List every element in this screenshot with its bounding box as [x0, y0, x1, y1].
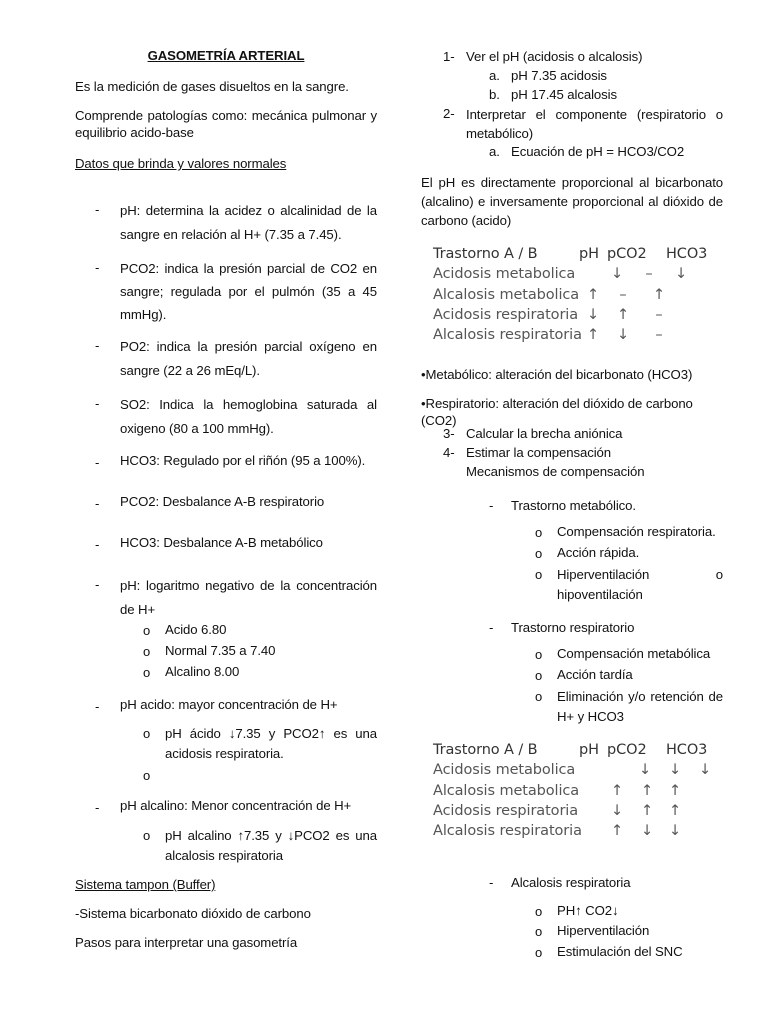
step-item: Calcular la brecha aniónica: [466, 426, 623, 441]
paragraph: Es la medición de gases disueltos en la sangre.: [75, 79, 349, 94]
sub-item: Alcalino 8.00: [165, 664, 240, 679]
sub-item: Acción tardía: [557, 667, 633, 682]
list-item: HCO3: Regulado por el riñón (95 a 100%).: [120, 453, 366, 468]
sub-item: Acido 6.80: [165, 622, 227, 637]
paragraph: •Metabólico: alteración del bicarbonato (HCO3): [421, 367, 693, 382]
sub-item: Ecuación de pH = HCO3/CO2: [511, 144, 685, 159]
list-item: Trastorno respiratorio: [511, 620, 635, 635]
sub-item: Hiperventilación: [557, 923, 650, 938]
section-heading: Datos que brinda y valores normales: [75, 156, 287, 171]
paragraph: Mecanismos de compensación: [466, 464, 645, 479]
section-heading: Sistema tampon (Buffer): [75, 877, 216, 892]
sub-item: Estimulación del SNC: [557, 944, 683, 959]
sub-item: PH↑ CO2↓: [557, 903, 619, 918]
sub-item: pH 17.45 alcalosis: [511, 87, 617, 102]
paragraph: El pH es directamente proporcional al bicarbonato (alcalino) e inversamente proporcional al dióxido de carbono (acido): [421, 175, 723, 228]
list-item: PO2: indica la presión parcial oxígeno en sangre (22 a 26 mEq/L).: [120, 339, 377, 378]
disorder-table-2: Trastorno A / B pH pCO2 HCO3 Acidosis metabolica ↓ ↓ ↓ Alcalosis metabolica ↑ ↑ ↑ Acidosis respiratoria ↓ ↑ ↑ Alcalosis respiratoria ↑ ↓ ↓: [433, 742, 712, 839]
sub-item: pH ácido ↓7.35 y PCO2↑ es una acidosis respiratoria.: [165, 726, 377, 761]
sub-item: Eliminación y/o retención de H+ y HCO3: [557, 689, 723, 724]
list-item: Alcalosis respiratoria: [511, 875, 631, 890]
paragraph: Comprende patologías como: mecánica pulmonar y equilibrio acido-base: [75, 108, 377, 140]
sub-item: pH alcalino ↑7.35 y ↓PCO2 es una alcalosis respiratoria: [165, 828, 377, 863]
sub-item: Normal 7.35 a 7.40: [165, 643, 276, 658]
sub-item: Acción rápida.: [557, 545, 640, 560]
list-item: pH: logaritmo negativo de la concentración de H+: [120, 578, 377, 617]
step-item: Interpretar el componente (respiratorio o metabólico): [466, 107, 723, 141]
disorder-table-1: Trastorno A / B pH pCO2 HCO3 Acidosis metabolica ↓ – ↓ Alcalosis metabolica ↑ – ↑ Acidosis respiratoria ↓ ↑ – Alcalosis respiratoria ↑ ↓ –: [433, 246, 708, 343]
list-item: SO2: Indica la hemoglobina saturada al oxigeno (80 a 100 mmHg).: [120, 397, 377, 436]
list-item: pH acido: mayor concentración de H+: [120, 697, 338, 712]
sub-item: Compensación metabólica: [557, 646, 711, 661]
sub-item: Hiperventilación o hipoventilación: [557, 567, 723, 602]
list-item: Trastorno metabólico.: [511, 498, 636, 513]
list-item: PCO2: indica la presión parcial de CO2 en sangre; regulada por el pulmón (35 a 45 mmHg).: [120, 261, 377, 322]
step-item: Estimar la compensación: [466, 445, 612, 460]
document-title: GASOMETRÍA ARTERIAL: [147, 48, 305, 63]
paragraph: •Respiratorio: alteración del dióxido de carbono (CO2): [421, 396, 693, 428]
list-item: pH alcalino: Menor concentración de H+: [120, 798, 352, 813]
sub-item: Compensación respiratoria.: [557, 524, 716, 539]
list-item: pH: determina la acidez o alcalinidad de la sangre en relación al H+ (7.35 a 7.45).: [120, 203, 377, 242]
list-item: PCO2: Desbalance A-B respiratorio: [120, 494, 325, 509]
list-item: HCO3: Desbalance A-B metabólico: [120, 535, 323, 550]
paragraph: Pasos para interpretar una gasometría: [75, 935, 298, 950]
step-item: Ver el pH (acidosis o alcalosis): [466, 49, 643, 64]
sub-item: pH 7.35 acidosis: [511, 68, 607, 83]
paragraph: -Sistema bicarbonato dióxido de carbono: [75, 906, 311, 921]
